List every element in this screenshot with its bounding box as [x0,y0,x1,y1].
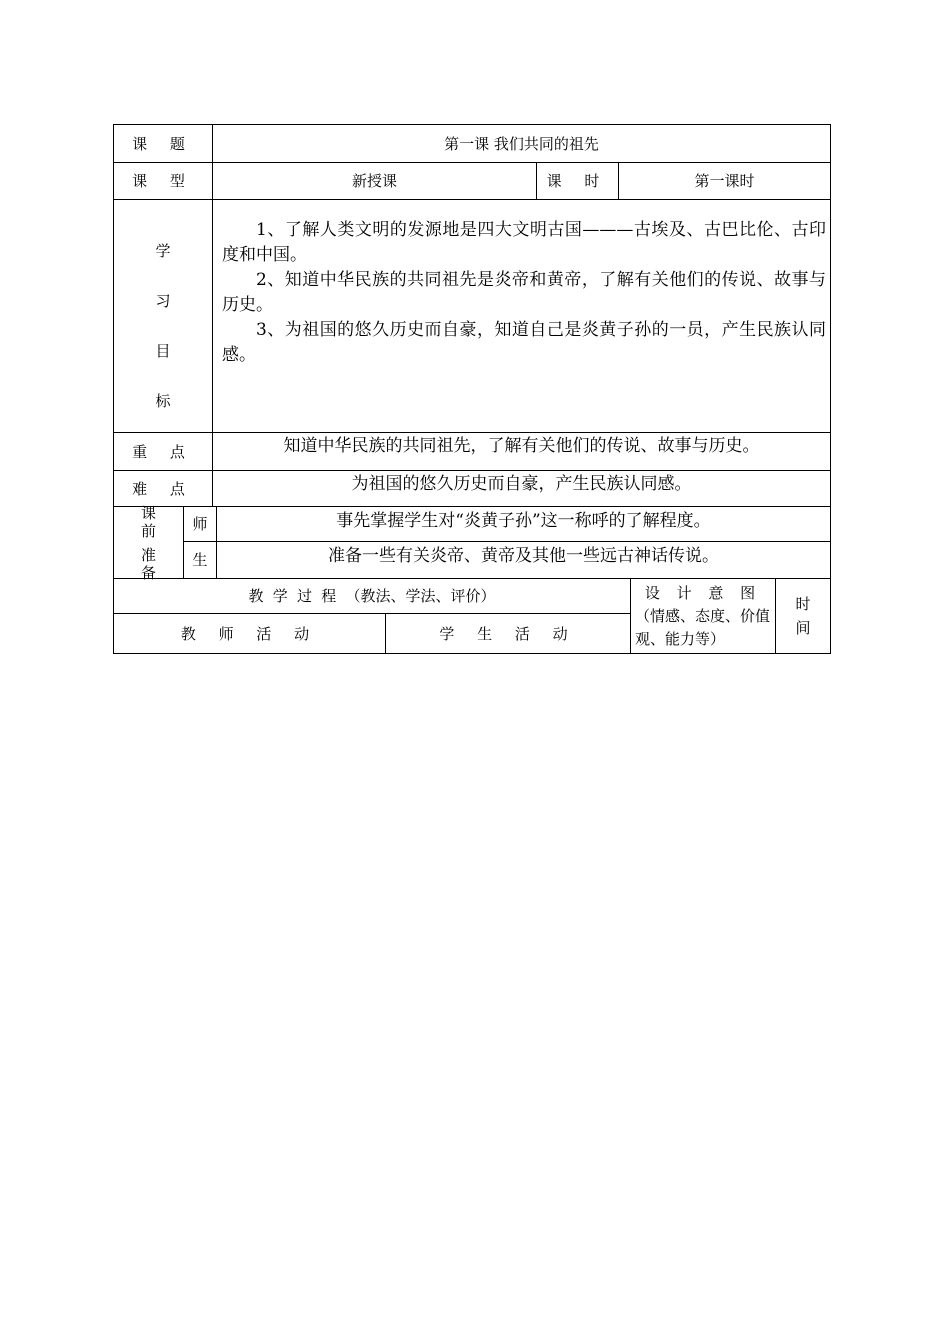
period-value: 第一课时 [694,172,755,190]
topic-label: 课 题 [132,134,194,153]
process-label: 教 学 过 程 （教法、学法、评价） [248,587,496,605]
preparation-label-line: 准 备 [140,545,165,582]
period-label: 课 时 [546,172,609,190]
teacher-prep-label: 师 [192,515,208,533]
student-prep-value: 准备一些有关炎帝、黄帝及其他一些远古神话传说。 [328,545,719,566]
key-point-value: 知道中华民族的共同祖先，了解有关他们的传说、故事与历史。 [283,436,760,457]
design-intent-cell [635,580,771,652]
table-border-bottom [113,653,831,654]
time-label-char: 间 [795,619,811,637]
row-divider [113,199,831,200]
difficulty-value: 为祖国的悠久历史而自豪，产生民族认同感。 [351,474,692,495]
objective-item: 2、知道中华民族的共同祖先是炎帝和黄帝，了解有关他们的传说、故事与历史。 [222,270,826,315]
time-label [776,579,830,653]
objective-item: 1、了解人类文明的发源地是四大文明古国———古埃及、古巴比伦、古印度和中国。 [222,220,826,265]
key-point-label: 重 点 [132,442,194,461]
teacher-prep-value: 事先掌握学生对“炎黄子孙”这一称呼的了解程度。 [336,510,711,531]
time-label-char: 时 [795,595,811,613]
preparation-label-line: 课 前 [140,503,165,540]
student-activity-label: 学 生 活 动 [439,624,577,643]
difficulty-label: 难 点 [132,479,194,498]
preparation-label [114,503,183,582]
objective-item: 3、为祖国的悠久历史而自豪，知道自己是炎黄子孙的一员，产生民族认同感。 [222,320,826,365]
design-intent-title: 设 计 意 图 [644,583,762,602]
type-label: 课 型 [132,172,194,190]
design-intent-subtitle: （情感、态度、价值观、能力等） [635,606,771,648]
objectives-label-char: 目 [155,342,171,360]
col-divider [630,578,631,653]
type-value: 新授课 [351,172,397,190]
objectives-label [114,200,212,432]
table-border-right [830,124,831,654]
student-prep-label: 生 [192,551,208,569]
objectives-label-char: 学 [155,242,171,260]
objectives-text [222,218,826,368]
topic-value: 第一课 我们共同的祖先 [444,134,599,153]
objectives-label-char: 习 [155,292,171,310]
objectives-label-char: 标 [155,392,171,410]
teacher-activity-label: 教 师 活 动 [180,624,319,643]
